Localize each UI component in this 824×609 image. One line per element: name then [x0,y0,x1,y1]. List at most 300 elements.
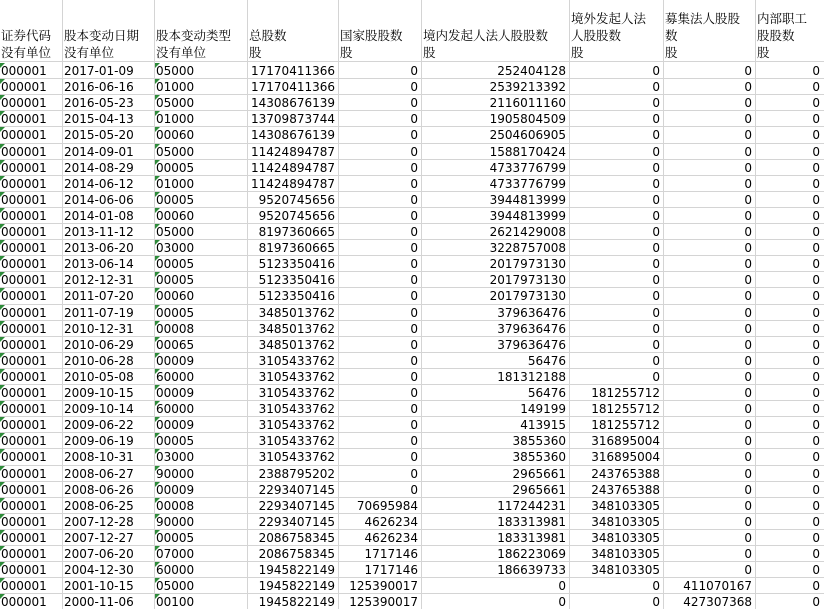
table-cell-security-code[interactable]: 000001 [1,273,47,287]
table-cell-raised-legal-shares[interactable]: 0 [744,257,752,271]
table-cell-foreign-founder-shares[interactable]: 181255712 [591,402,660,416]
table-cell-security-code[interactable]: 000001 [1,322,47,336]
table-cell-change-type[interactable]: 00005 [156,161,195,175]
table-cell-change-date[interactable]: 2001-10-15 [64,579,134,593]
table-cell-change-type[interactable]: 01000 [156,80,195,94]
table-cell-state-shares[interactable]: 0 [410,193,418,207]
table-cell-change-date[interactable]: 2007-12-28 [64,515,134,529]
table-cell-change-date[interactable]: 2014-06-06 [64,193,134,207]
table-cell-change-type[interactable]: 00009 [156,386,195,400]
table-cell-employee-shares[interactable]: 0 [812,338,820,352]
table-cell-state-shares[interactable]: 0 [410,273,418,287]
header-cell-security-code[interactable] [0,0,62,61]
table-cell-domestic-founder-shares[interactable]: 3228757008 [489,241,566,255]
table-cell-change-date[interactable]: 2009-06-19 [64,434,134,448]
table-cell-domestic-founder-shares[interactable]: 2504606905 [489,128,566,142]
table-cell-change-type[interactable]: 00065 [156,338,195,352]
table-cell-domestic-founder-shares[interactable]: 56476 [527,386,566,400]
table-cell-change-type[interactable]: 05000 [156,225,195,239]
table-cell-employee-shares[interactable]: 0 [812,128,820,142]
table-cell-foreign-founder-shares[interactable]: 0 [652,257,660,271]
table-cell-total-shares[interactable]: 3485013762 [258,306,335,320]
table-cell-security-code[interactable]: 000001 [1,563,47,577]
table-cell-total-shares[interactable]: 11424894787 [251,177,335,191]
table-cell-security-code[interactable]: 000001 [1,386,47,400]
table-cell-raised-legal-shares[interactable]: 0 [744,289,752,303]
table-cell-total-shares[interactable]: 2388795202 [258,467,335,481]
table-cell-change-type[interactable]: 00009 [156,354,195,368]
table-cell-state-shares[interactable]: 0 [410,64,418,78]
table-cell-employee-shares[interactable]: 0 [812,467,820,481]
table-cell-employee-shares[interactable]: 0 [812,193,820,207]
table-cell-change-date[interactable]: 2013-06-20 [64,241,134,255]
table-cell-employee-shares[interactable]: 0 [812,257,820,271]
table-cell-state-shares[interactable]: 0 [410,161,418,175]
table-cell-employee-shares[interactable]: 0 [812,306,820,320]
table-cell-domestic-founder-shares[interactable]: 181312188 [497,370,566,384]
table-cell-change-type[interactable]: 00005 [156,306,195,320]
table-cell-raised-legal-shares[interactable]: 0 [744,531,752,545]
table-cell-foreign-founder-shares[interactable]: 348103305 [591,563,660,577]
table-cell-state-shares[interactable]: 1717146 [364,563,418,577]
table-cell-change-date[interactable]: 2015-05-20 [64,128,134,142]
table-cell-state-shares[interactable]: 0 [410,241,418,255]
table-cell-state-shares[interactable]: 0 [410,306,418,320]
table-cell-employee-shares[interactable]: 0 [812,595,820,609]
table-cell-state-shares[interactable]: 0 [410,483,418,497]
table-cell-employee-shares[interactable]: 0 [812,547,820,561]
table-cell-employee-shares[interactable]: 0 [812,145,820,159]
table-cell-security-code[interactable]: 000001 [1,64,47,78]
table-cell-employee-shares[interactable]: 0 [812,370,820,384]
table-cell-domestic-founder-shares[interactable]: 1905804509 [489,112,566,126]
header-cell-total-shares[interactable] [248,0,338,61]
table-cell-foreign-founder-shares[interactable]: 0 [652,579,660,593]
table-cell-raised-legal-shares[interactable]: 0 [744,370,752,384]
table-cell-employee-shares[interactable]: 0 [812,402,820,416]
table-cell-domestic-founder-shares[interactable]: 1588170424 [489,145,566,159]
table-cell-change-type[interactable]: 00060 [156,209,195,223]
table-cell-employee-shares[interactable]: 0 [812,177,820,191]
table-cell-raised-legal-shares[interactable]: 0 [744,145,752,159]
table-cell-domestic-founder-shares[interactable]: 2116011160 [489,96,566,110]
table-cell-total-shares[interactable]: 5123350416 [258,289,335,303]
table-cell-security-code[interactable]: 000001 [1,531,47,545]
table-cell-foreign-founder-shares[interactable]: 181255712 [591,386,660,400]
table-cell-security-code[interactable]: 000001 [1,80,47,94]
table-cell-state-shares[interactable]: 70695984 [356,499,418,513]
table-cell-change-type[interactable]: 03000 [156,241,195,255]
table-cell-total-shares[interactable]: 11424894787 [251,161,335,175]
table-cell-total-shares[interactable]: 5123350416 [258,257,335,271]
table-cell-security-code[interactable]: 000001 [1,193,47,207]
table-cell-change-date[interactable]: 2011-07-20 [64,289,134,303]
table-cell-domestic-founder-shares[interactable]: 2965661 [512,467,566,481]
table-cell-employee-shares[interactable]: 0 [812,579,820,593]
table-cell-security-code[interactable]: 000001 [1,467,47,481]
table-cell-change-date[interactable]: 2013-11-12 [64,225,134,239]
table-cell-state-shares[interactable]: 125390017 [349,595,418,609]
table-cell-raised-legal-shares[interactable]: 0 [744,241,752,255]
table-cell-security-code[interactable]: 000001 [1,177,47,191]
table-cell-employee-shares[interactable]: 0 [812,483,820,497]
table-cell-change-type[interactable]: 00005 [156,434,195,448]
table-cell-raised-legal-shares[interactable]: 0 [744,80,752,94]
table-cell-total-shares[interactable]: 1945822149 [258,563,335,577]
table-cell-foreign-founder-shares[interactable]: 0 [652,273,660,287]
table-cell-domestic-founder-shares[interactable]: 2621429008 [489,225,566,239]
table-cell-change-type[interactable]: 00009 [156,418,195,432]
table-cell-employee-shares[interactable]: 0 [812,161,820,175]
table-cell-foreign-founder-shares[interactable]: 0 [652,322,660,336]
table-cell-total-shares[interactable]: 3105433762 [258,370,335,384]
table-cell-employee-shares[interactable]: 0 [812,563,820,577]
header-cell-state-shares[interactable] [339,0,421,61]
table-cell-raised-legal-shares[interactable]: 0 [744,161,752,175]
table-cell-raised-legal-shares[interactable]: 0 [744,467,752,481]
table-cell-change-date[interactable]: 2008-10-31 [64,450,134,464]
table-cell-raised-legal-shares[interactable]: 0 [744,128,752,142]
table-cell-state-shares[interactable]: 0 [410,209,418,223]
table-cell-raised-legal-shares[interactable]: 0 [744,306,752,320]
table-cell-raised-legal-shares[interactable]: 0 [744,112,752,126]
table-cell-security-code[interactable]: 000001 [1,515,47,529]
table-cell-security-code[interactable]: 000001 [1,483,47,497]
table-cell-employee-shares[interactable]: 0 [812,322,820,336]
table-cell-security-code[interactable]: 000001 [1,128,47,142]
table-cell-state-shares[interactable]: 1717146 [364,547,418,561]
header-cell-change-type[interactable] [155,0,247,61]
header-cell-domestic-founder-shares[interactable] [422,0,569,61]
table-cell-foreign-founder-shares[interactable]: 0 [652,177,660,191]
table-cell-employee-shares[interactable]: 0 [812,515,820,529]
table-cell-state-shares[interactable]: 0 [410,386,418,400]
table-cell-change-date[interactable]: 2009-06-22 [64,418,134,432]
table-cell-security-code[interactable]: 000001 [1,241,47,255]
table-cell-state-shares[interactable]: 0 [410,354,418,368]
header-cell-employee-shares[interactable] [756,0,823,61]
table-cell-state-shares[interactable]: 0 [410,370,418,384]
table-cell-employee-shares[interactable]: 0 [812,209,820,223]
table-cell-domestic-founder-shares[interactable]: 3855360 [512,434,566,448]
table-cell-foreign-founder-shares[interactable]: 243765388 [591,483,660,497]
table-cell-raised-legal-shares[interactable]: 0 [744,450,752,464]
table-cell-change-type[interactable]: 05000 [156,64,195,78]
table-cell-security-code[interactable]: 000001 [1,434,47,448]
table-cell-state-shares[interactable]: 0 [410,112,418,126]
table-cell-foreign-founder-shares[interactable]: 0 [652,161,660,175]
table-cell-total-shares[interactable]: 3105433762 [258,402,335,416]
table-cell-foreign-founder-shares[interactable]: 0 [652,241,660,255]
table-cell-foreign-founder-shares[interactable]: 0 [652,354,660,368]
table-cell-total-shares[interactable]: 17170411366 [251,64,335,78]
table-cell-total-shares[interactable]: 2293407145 [258,515,335,529]
table-cell-raised-legal-shares[interactable]: 0 [744,483,752,497]
table-cell-domestic-founder-shares[interactable]: 0 [558,595,566,609]
table-cell-raised-legal-shares[interactable]: 0 [744,225,752,239]
table-cell-employee-shares[interactable]: 0 [812,80,820,94]
table-cell-total-shares[interactable]: 8197360665 [258,241,335,255]
table-cell-change-type[interactable]: 03000 [156,450,195,464]
table-cell-raised-legal-shares[interactable]: 0 [744,563,752,577]
table-cell-domestic-founder-shares[interactable]: 413915 [520,418,566,432]
table-cell-foreign-founder-shares[interactable]: 243765388 [591,467,660,481]
table-cell-foreign-founder-shares[interactable]: 0 [652,338,660,352]
table-cell-employee-shares[interactable]: 0 [812,499,820,513]
table-cell-change-type[interactable]: 00005 [156,193,195,207]
table-cell-foreign-founder-shares[interactable]: 0 [652,193,660,207]
table-cell-total-shares[interactable]: 3485013762 [258,338,335,352]
table-cell-total-shares[interactable]: 3105433762 [258,450,335,464]
table-cell-change-date[interactable]: 2000-11-06 [64,595,134,609]
table-cell-security-code[interactable]: 000001 [1,499,47,513]
table-cell-state-shares[interactable]: 0 [410,338,418,352]
table-cell-employee-shares[interactable]: 0 [812,450,820,464]
table-cell-change-date[interactable]: 2010-06-29 [64,338,134,352]
table-cell-foreign-founder-shares[interactable]: 348103305 [591,499,660,513]
table-cell-domestic-founder-shares[interactable]: 186639733 [497,563,566,577]
table-cell-security-code[interactable]: 000001 [1,579,47,593]
table-cell-raised-legal-shares[interactable]: 0 [744,338,752,352]
table-cell-foreign-founder-shares[interactable]: 316895004 [591,450,660,464]
table-cell-state-shares[interactable]: 0 [410,402,418,416]
table-cell-change-type[interactable]: 01000 [156,112,195,126]
table-cell-change-type[interactable]: 60000 [156,402,195,416]
table-cell-total-shares[interactable]: 11424894787 [251,145,335,159]
table-cell-foreign-founder-shares[interactable]: 0 [652,289,660,303]
table-cell-foreign-founder-shares[interactable]: 0 [652,112,660,126]
table-cell-domestic-founder-shares[interactable]: 2965661 [512,483,566,497]
table-cell-employee-shares[interactable]: 0 [812,96,820,110]
table-cell-change-date[interactable]: 2012-12-31 [64,273,134,287]
table-cell-raised-legal-shares[interactable]: 0 [744,434,752,448]
table-cell-domestic-founder-shares[interactable]: 252404128 [497,64,566,78]
table-cell-raised-legal-shares[interactable]: 0 [744,354,752,368]
table-cell-domestic-founder-shares[interactable]: 2017973130 [489,257,566,271]
table-cell-total-shares[interactable]: 9520745656 [258,193,335,207]
table-cell-foreign-founder-shares[interactable]: 0 [652,306,660,320]
table-cell-state-shares[interactable]: 0 [410,289,418,303]
table-cell-raised-legal-shares[interactable]: 0 [744,547,752,561]
table-cell-state-shares[interactable]: 0 [410,467,418,481]
table-cell-domestic-founder-shares[interactable]: 4733776799 [489,177,566,191]
table-cell-change-date[interactable]: 2008-06-26 [64,483,134,497]
table-cell-raised-legal-shares[interactable]: 0 [744,402,752,416]
table-cell-total-shares[interactable]: 3105433762 [258,418,335,432]
table-cell-change-type[interactable]: 90000 [156,515,195,529]
table-cell-change-date[interactable]: 2004-12-30 [64,563,134,577]
table-cell-domestic-founder-shares[interactable]: 379636476 [497,338,566,352]
table-cell-total-shares[interactable]: 3485013762 [258,322,335,336]
table-cell-employee-shares[interactable]: 0 [812,112,820,126]
table-cell-change-type[interactable]: 90000 [156,467,195,481]
table-cell-change-type[interactable]: 01000 [156,177,195,191]
table-cell-employee-shares[interactable]: 0 [812,531,820,545]
table-cell-security-code[interactable]: 000001 [1,161,47,175]
table-cell-total-shares[interactable]: 17170411366 [251,80,335,94]
table-cell-change-date[interactable]: 2011-07-19 [64,306,134,320]
table-cell-employee-shares[interactable]: 0 [812,241,820,255]
table-cell-change-date[interactable]: 2009-10-15 [64,386,134,400]
table-cell-domestic-founder-shares[interactable]: 0 [558,579,566,593]
table-cell-security-code[interactable]: 000001 [1,209,47,223]
table-cell-domestic-founder-shares[interactable]: 4733776799 [489,161,566,175]
table-cell-security-code[interactable]: 000001 [1,370,47,384]
table-cell-raised-legal-shares[interactable]: 411070167 [683,579,752,593]
table-cell-change-type[interactable]: 00009 [156,483,195,497]
table-cell-total-shares[interactable]: 2086758345 [258,547,335,561]
table-cell-change-date[interactable]: 2016-06-16 [64,80,134,94]
table-cell-security-code[interactable]: 000001 [1,547,47,561]
table-cell-change-type[interactable]: 00100 [156,595,195,609]
table-cell-change-date[interactable]: 2010-06-28 [64,354,134,368]
table-cell-foreign-founder-shares[interactable]: 0 [652,128,660,142]
table-cell-total-shares[interactable]: 3105433762 [258,386,335,400]
table-cell-security-code[interactable]: 000001 [1,338,47,352]
table-cell-change-date[interactable]: 2014-09-01 [64,145,134,159]
table-cell-change-type[interactable]: 60000 [156,370,195,384]
table-cell-domestic-founder-shares[interactable]: 2017973130 [489,273,566,287]
header-cell-foreign-founder-shares[interactable] [570,0,663,61]
table-cell-change-type[interactable]: 05000 [156,96,195,110]
table-cell-change-date[interactable]: 2009-10-14 [64,402,134,416]
table-cell-raised-legal-shares[interactable]: 0 [744,515,752,529]
table-cell-change-type[interactable]: 60000 [156,563,195,577]
table-cell-change-date[interactable]: 2016-05-23 [64,96,134,110]
table-cell-domestic-founder-shares[interactable]: 3855360 [512,450,566,464]
table-cell-security-code[interactable]: 000001 [1,306,47,320]
table-cell-domestic-founder-shares[interactable]: 3944813999 [489,209,566,223]
table-cell-employee-shares[interactable]: 0 [812,273,820,287]
table-cell-raised-legal-shares[interactable]: 0 [744,209,752,223]
table-cell-foreign-founder-shares[interactable]: 0 [652,595,660,609]
table-cell-domestic-founder-shares[interactable]: 2017973130 [489,289,566,303]
table-cell-foreign-founder-shares[interactable]: 0 [652,145,660,159]
table-cell-state-shares[interactable]: 0 [410,177,418,191]
table-cell-change-date[interactable]: 2014-01-08 [64,209,134,223]
table-cell-domestic-founder-shares[interactable]: 183313981 [497,531,566,545]
table-cell-change-type[interactable]: 05000 [156,579,195,593]
table-cell-foreign-founder-shares[interactable]: 348103305 [591,531,660,545]
table-cell-raised-legal-shares[interactable]: 0 [744,96,752,110]
table-cell-state-shares[interactable]: 0 [410,145,418,159]
table-cell-total-shares[interactable]: 13709873744 [251,112,335,126]
header-cell-raised-legal-shares[interactable] [664,0,755,61]
header-cell-change-date[interactable] [63,0,154,61]
table-cell-change-date[interactable]: 2010-12-31 [64,322,134,336]
table-cell-total-shares[interactable]: 8197360665 [258,225,335,239]
table-cell-change-type[interactable]: 00005 [156,531,195,545]
table-cell-raised-legal-shares[interactable]: 0 [744,193,752,207]
table-cell-state-shares[interactable]: 4626234 [364,531,418,545]
table-cell-domestic-founder-shares[interactable]: 186223069 [497,547,566,561]
table-cell-foreign-founder-shares[interactable]: 348103305 [591,547,660,561]
table-cell-employee-shares[interactable]: 0 [812,354,820,368]
table-cell-change-date[interactable]: 2008-06-25 [64,499,134,513]
table-cell-foreign-founder-shares[interactable]: 0 [652,225,660,239]
table-cell-foreign-founder-shares[interactable]: 0 [652,209,660,223]
table-cell-foreign-founder-shares[interactable]: 0 [652,80,660,94]
table-cell-security-code[interactable]: 000001 [1,289,47,303]
table-cell-total-shares[interactable]: 9520745656 [258,209,335,223]
table-cell-security-code[interactable]: 000001 [1,96,47,110]
table-cell-domestic-founder-shares[interactable]: 183313981 [497,515,566,529]
table-cell-raised-legal-shares[interactable]: 0 [744,418,752,432]
table-cell-security-code[interactable]: 000001 [1,112,47,126]
table-cell-state-shares[interactable]: 0 [410,225,418,239]
table-cell-state-shares[interactable]: 4626234 [364,515,418,529]
table-cell-total-shares[interactable]: 2086758345 [258,531,335,545]
table-cell-state-shares[interactable]: 0 [410,418,418,432]
table-cell-domestic-founder-shares[interactable]: 2539213392 [489,80,566,94]
table-cell-raised-legal-shares[interactable]: 0 [744,177,752,191]
table-cell-change-type[interactable]: 07000 [156,547,195,561]
table-cell-domestic-founder-shares[interactable]: 117244231 [497,499,566,513]
table-cell-change-date[interactable]: 2007-12-27 [64,531,134,545]
table-cell-total-shares[interactable]: 2293407145 [258,483,335,497]
table-cell-total-shares[interactable]: 14308676139 [251,96,335,110]
table-cell-employee-shares[interactable]: 0 [812,418,820,432]
table-cell-total-shares[interactable]: 1945822149 [258,579,335,593]
table-cell-total-shares[interactable]: 14308676139 [251,128,335,142]
table-cell-state-shares[interactable]: 0 [410,80,418,94]
table-cell-security-code[interactable]: 000001 [1,450,47,464]
table-cell-raised-legal-shares[interactable]: 0 [744,64,752,78]
table-cell-state-shares[interactable]: 0 [410,128,418,142]
table-cell-domestic-founder-shares[interactable]: 379636476 [497,322,566,336]
table-cell-domestic-founder-shares[interactable]: 149199 [520,402,566,416]
table-cell-security-code[interactable]: 000001 [1,354,47,368]
table-cell-foreign-founder-shares[interactable]: 0 [652,64,660,78]
table-cell-change-type[interactable]: 00060 [156,289,195,303]
table-cell-employee-shares[interactable]: 0 [812,386,820,400]
table-cell-change-date[interactable]: 2007-06-20 [64,547,134,561]
table-cell-change-type[interactable]: 05000 [156,145,195,159]
table-cell-foreign-founder-shares[interactable]: 316895004 [591,434,660,448]
table-cell-state-shares[interactable]: 0 [410,450,418,464]
table-cell-employee-shares[interactable]: 0 [812,225,820,239]
table-cell-change-type[interactable]: 00005 [156,257,195,271]
table-cell-change-type[interactable]: 00060 [156,128,195,142]
table-cell-security-code[interactable]: 000001 [1,418,47,432]
table-cell-change-date[interactable]: 2015-04-13 [64,112,134,126]
table-cell-raised-legal-shares[interactable]: 0 [744,322,752,336]
table-cell-change-date[interactable]: 2010-05-08 [64,370,134,384]
table-cell-state-shares[interactable]: 0 [410,322,418,336]
table-cell-total-shares[interactable]: 1945822149 [258,595,335,609]
table-cell-security-code[interactable]: 000001 [1,402,47,416]
table-cell-domestic-founder-shares[interactable]: 3944813999 [489,193,566,207]
table-cell-change-date[interactable]: 2017-01-09 [64,64,134,78]
table-cell-employee-shares[interactable]: 0 [812,64,820,78]
table-cell-total-shares[interactable]: 3105433762 [258,434,335,448]
table-cell-foreign-founder-shares[interactable]: 0 [652,96,660,110]
table-cell-raised-legal-shares[interactable]: 0 [744,273,752,287]
table-cell-raised-legal-shares[interactable]: 0 [744,386,752,400]
table-cell-total-shares[interactable]: 3105433762 [258,354,335,368]
table-cell-change-type[interactable]: 00008 [156,499,195,513]
table-cell-state-shares[interactable]: 0 [410,434,418,448]
table-cell-total-shares[interactable]: 2293407145 [258,499,335,513]
table-cell-employee-shares[interactable]: 0 [812,434,820,448]
table-cell-foreign-founder-shares[interactable]: 181255712 [591,418,660,432]
table-cell-state-shares[interactable]: 0 [410,96,418,110]
table-cell-raised-legal-shares[interactable]: 427307368 [683,595,752,609]
table-cell-state-shares[interactable]: 125390017 [349,579,418,593]
table-cell-state-shares[interactable]: 0 [410,257,418,271]
table-cell-foreign-founder-shares[interactable]: 0 [652,370,660,384]
table-cell-total-shares[interactable]: 5123350416 [258,273,335,287]
